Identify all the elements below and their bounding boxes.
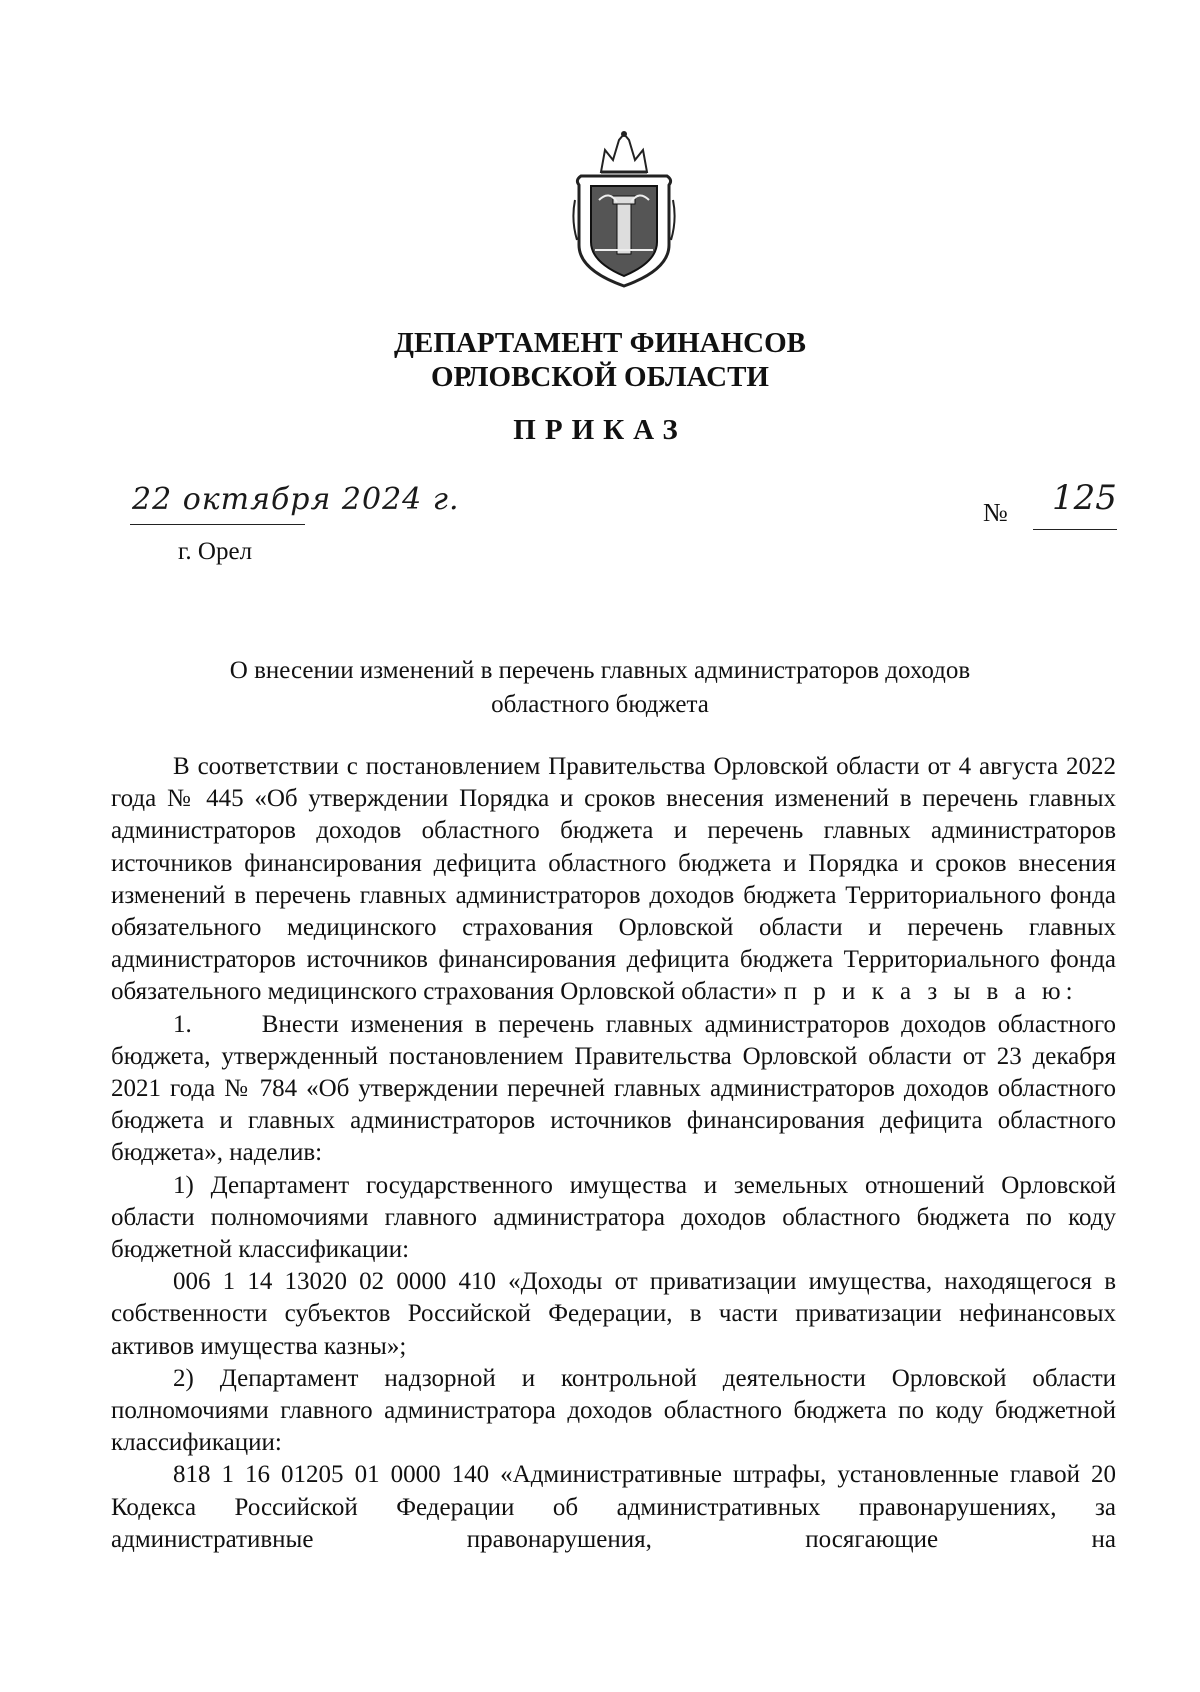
number-label: № bbox=[983, 498, 1008, 527]
subitem-1-paragraph: 1) Департамент государственного имущества и земельных отношений Орловской области полномочиями главного администратора доходов областного бюджета по коду бюджетной классификации: bbox=[111, 1171, 1116, 1264]
code-2-paragraph: 818 1 16 01205 01 0000 140 «Административные штрафы, установленные главой 20 Кодекса Российской Федерации об административных правонарушениях, за административные правонарушения, посягающие на bbox=[111, 1461, 1116, 1553]
order-body bbox=[111, 751, 1116, 1556]
order-verb: п р и к а з ы в а ю: bbox=[783, 978, 1078, 1006]
city-label: г. Орел bbox=[178, 538, 253, 565]
subject-line1: О внесении изменений в перечень главных администраторов доходов bbox=[229, 657, 971, 684]
handwritten-number: 125 bbox=[1052, 478, 1117, 518]
preamble-paragraph bbox=[111, 751, 1116, 1009]
item-1-number: 1. bbox=[173, 1010, 192, 1038]
coat-of-arms-icon bbox=[571, 130, 677, 290]
handwritten-date: 22 октября 2024 г. bbox=[132, 482, 460, 517]
number-underline bbox=[1033, 529, 1117, 530]
department-name-line1: ДЕПАРТАМЕНТ ФИНАНСОВ bbox=[394, 327, 806, 359]
document-type-title: ПРИКАЗ bbox=[513, 414, 687, 446]
item-1-text: Внести изменения в перечень главных администраторов доходов областного бюджета, утвержденный постановлением Правительства Орловской области от 23 декабря 2021 года № 784 «Об утверждении перечней главных администраторов доходов областного бюджета и главных администраторов источников финансирования дефицита областного бюджета», наделив: bbox=[111, 1010, 1117, 1167]
preamble-text: В соответствии с постановлением Правительства Орловской области от 4 августа 2022 года № 445 «Об утверждении Порядка и сроков внесения изменений в перечень главных администраторов доходов областного бюджета и перечень главных администраторов источников финансирования дефицита областного бюджета и Порядка и сроков внесения изменений в перечень главных администраторов доходов бюджета Территориального фонда обязательного медицинского страхования Орловской области и перечень главных администраторов источников финансирования дефицита бюджета Территориального фонда обязательного медицинского страхования Орловской области» bbox=[111, 753, 1116, 1006]
item-1-paragraph bbox=[111, 1009, 1116, 1170]
order-subject bbox=[0, 654, 1200, 722]
subitem-2-paragraph: 2) Департамент надзорной и контрольной деятельности Орловской области полномочиями главного администратора доходов областного бюджета по коду бюджетной классификации: bbox=[111, 1364, 1116, 1457]
subject-line2: областного бюджета bbox=[491, 691, 709, 718]
department-name-line2: ОРЛОВСКОЙ ОБЛАСТИ bbox=[430, 361, 769, 393]
code-1-paragraph: 006 1 14 13020 02 0000 410 «Доходы от приватизации имущества, находящегося в собственности субъектов Российской Федерации, в части приватизации нефинансовых активов имущества казны»; bbox=[111, 1268, 1116, 1360]
date-underline bbox=[130, 524, 305, 525]
